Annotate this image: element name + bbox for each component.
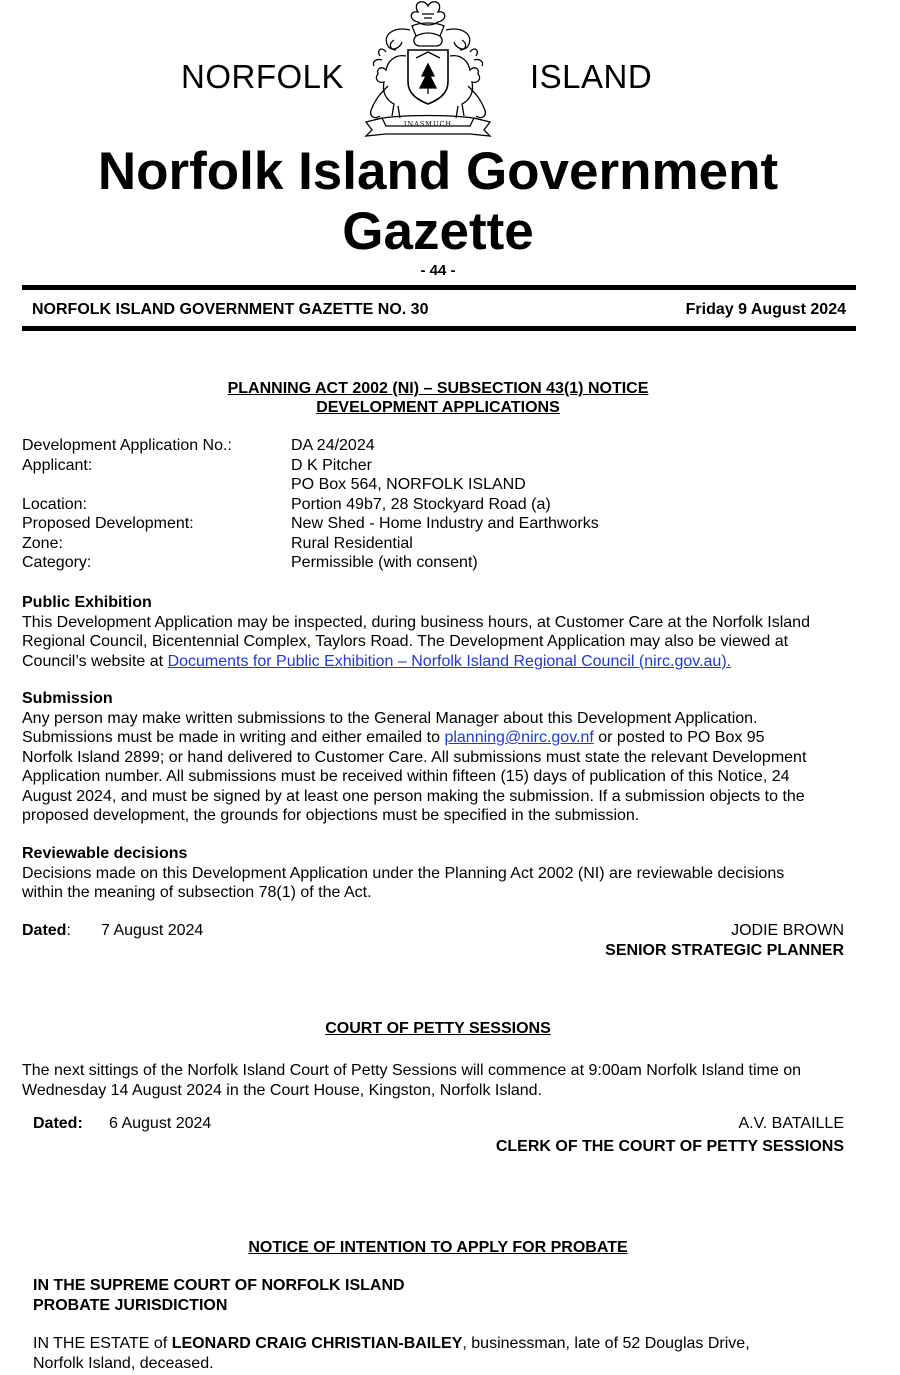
estate-prefix: IN THE ESTATE of [33, 1335, 172, 1352]
probate-estate-line [33, 1334, 863, 1354]
reviewable-section [22, 844, 862, 903]
detail-row [22, 554, 842, 574]
deceased-name: LEONARD CRAIG CHRISTIAN-BAILEY [171, 1335, 463, 1352]
detail-label: Applicant: [22, 456, 93, 474]
dated-colon: : [66, 922, 71, 939]
court-notice-body [22, 1061, 862, 1100]
submission-line: August 2024, and must be signed by at least one person making the submission. If a submission objects to the [22, 787, 805, 805]
public-exhibition-line: Regional Council, Bicentennial Complex, Taylors Road. The Development Application may also be viewed at [22, 633, 789, 650]
planning-dated-label [22, 921, 71, 941]
detail-value: D K Pitcher [291, 456, 372, 474]
gazette-number: NORFOLK ISLAND GOVERNMENT GAZETTE NO. 30 [32, 301, 429, 318]
public-exhibition-link[interactable]: Documents for Public Exhibition – Norfolk Island Regional Council (nirc.gov.au). [167, 652, 732, 670]
court-signatory-title: CLERK OF THE COURT OF PETTY SESSIONS [495, 1138, 844, 1155]
submission-line: proposed development, the grounds for objections must be specified in the submission. [22, 807, 640, 824]
estate-suffix: , businessman, late of 52 Douglas Drive, [462, 1335, 750, 1352]
submission-line: Application number. All submissions must be received within fifteen (15) days of publication of this Notice, 24 [22, 768, 790, 785]
detail-row [22, 496, 842, 516]
issue-bar-top-rule [22, 285, 856, 290]
planning-signatory-title: SENIOR STRATEGIC PLANNER [605, 941, 844, 959]
public-exhibition-line-prefix: Council’s website at [22, 652, 168, 670]
detail-value: Permissible (with consent) [291, 554, 478, 571]
court-notice-heading: COURT OF PETTY SESSIONS [325, 1020, 551, 1037]
detail-label: Development Application No.: [22, 437, 232, 454]
detail-label: Proposed Development: [22, 515, 194, 532]
planning-dated-value: 7 August 2024 [101, 922, 204, 939]
submission-line: Norfolk Island 2899; or hand delivered to Customer Care. All submissions must state the relevant Development [22, 748, 807, 766]
probate-court-line1: IN THE SUPREME COURT OF NORFOLK ISLAND [33, 1277, 405, 1294]
page-number: - 44 - [420, 262, 456, 279]
probate-estate-line: Norfolk Island, deceased. [33, 1354, 214, 1372]
court-dated-label: Dated: [33, 1115, 83, 1132]
detail-value: DA 24/2024 [291, 437, 375, 454]
detail-value: New Shed - Home Industry and Earthworks [291, 515, 599, 532]
public-exhibition-line [22, 652, 862, 672]
court-notice-line: The next sittings of the Norfolk Island Court of Petty Sessions will commence at 9:00am Norfolk Island time on [22, 1062, 802, 1079]
detail-label: Category: [22, 554, 92, 571]
masthead-word-right: ISLAND [530, 58, 653, 95]
reviewable-line: within the meaning of subsection 78(1) of the Act. [22, 884, 372, 901]
submission-email-link[interactable]: planning@nirc.gov.nf [444, 729, 594, 746]
court-notice-line: Wednesday 14 August 2024 in the Court House, Kingston, Norfolk Island. [22, 1081, 543, 1099]
submission-line [22, 728, 862, 748]
planning-notice-heading: PLANNING ACT 2002 (NI) – SUBSECTION 43(1) NOTICE [227, 380, 649, 397]
submission-line-prefix: Submissions must be made in writing and either emailed to [22, 729, 445, 746]
gazette-title-line2: Gazette [342, 202, 534, 261]
probate-notice-heading: NOTICE OF INTENTION TO APPLY FOR PROBATE [248, 1239, 628, 1256]
detail-label: Location: [22, 495, 87, 513]
detail-row [22, 515, 842, 535]
court-dated-value: 6 August 2024 [109, 1115, 212, 1132]
detail-value: Rural Residential [291, 534, 413, 552]
public-exhibition-section [22, 593, 862, 671]
planning-notice-subheading: DEVELOPMENT APPLICATIONS [316, 399, 560, 416]
detail-row [22, 457, 842, 477]
reviewable-heading: Reviewable decisions [22, 845, 188, 862]
submission-line-suffix: or posted to PO Box 95 [593, 729, 765, 746]
submission-heading: Submission [22, 690, 113, 707]
issue-date: Friday 9 August 2024 [685, 301, 846, 318]
court-signatory-name: A.V. BATAILLE [738, 1115, 844, 1132]
detail-row [22, 535, 842, 555]
dated-label-text: Dated [22, 922, 67, 939]
issue-bar-bottom-rule [22, 326, 856, 331]
coat-of-arms-crest [352, 0, 504, 138]
detail-row [22, 476, 842, 496]
planning-signatory-name: JODIE BROWN [731, 922, 844, 939]
detail-row [22, 437, 842, 457]
detail-label: Zone: [22, 534, 63, 552]
probate-court-line2: PROBATE JURISDICTION [33, 1297, 228, 1314]
reviewable-line: Decisions made on this Development Application under the Planning Act 2002 (NI) are reviewable decisions [22, 864, 785, 882]
public-exhibition-heading: Public Exhibition [22, 594, 152, 611]
submission-section [22, 689, 862, 826]
public-exhibition-line: This Development Application may be inspected, during business hours, at Customer Care at the Norfolk Island [22, 613, 810, 631]
masthead-word-left: NORFOLK [181, 58, 345, 95]
probate-estate-text [33, 1334, 863, 1373]
gazette-title-line1: Norfolk Island Government [97, 142, 779, 201]
detail-value: PO Box 564, NORFOLK ISLAND [291, 476, 526, 493]
detail-value: Portion 49b7, 28 Stockyard Road (a) [291, 495, 551, 513]
crest-motto: INASMUCH [403, 120, 453, 128]
submission-line: Any person may make written submissions to the General Manager about this Development Application. [22, 709, 758, 727]
